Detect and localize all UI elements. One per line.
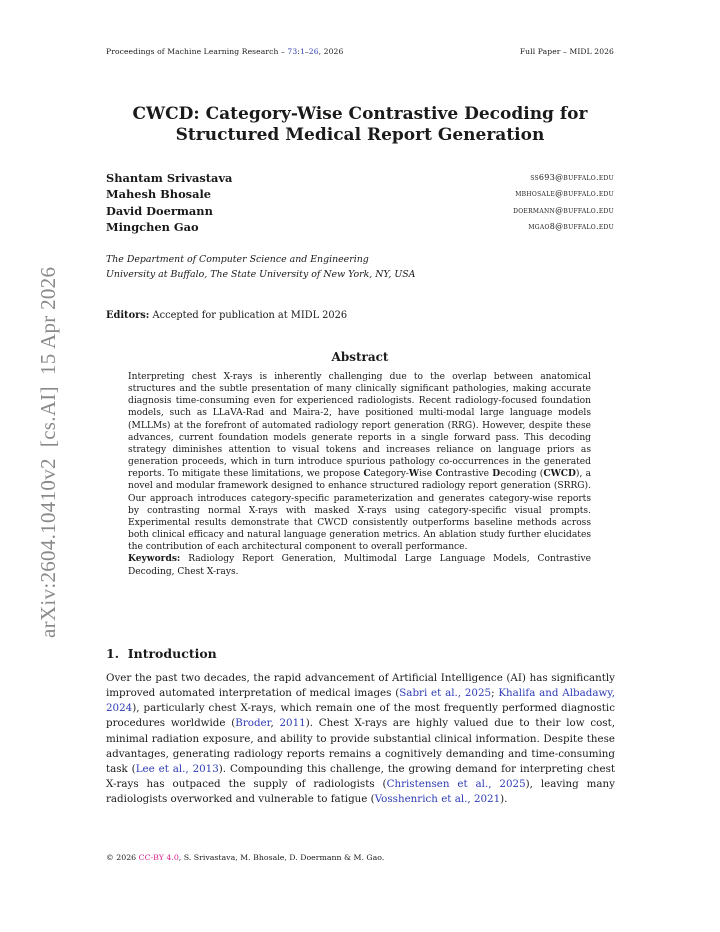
running-head-left: Proceedings of Machine Learning Research – 73:1–26, 2026	[106, 47, 344, 56]
body-text: ;	[491, 687, 499, 700]
acronym-letter: C	[435, 468, 443, 480]
author-email: mbhosale@buffalo.edu	[515, 189, 614, 198]
abstract-text: Interpreting chest X-rays is inherently challenging due to the overlap between anatomical structures and the subtle presentation of many clinically significant pathologies, making accurate diagnosis time-consuming even for experienced radiologists. Recent radiology-focused foundation models, such as LLaVA-Rad and Maira-2, have positioned multi-modal large language models (MLLMs) at the forefront of automated radiology report generation (RRG). However, despite these advances, current foundation models generate reports in a single forward pass. This decoding strategy diminishes attention to visual tokens and increases reliance on language priors as generation proceeds, which in turn introduce spurious pathology co-occurrences in the generated reports. To mitigate these limitations, we propose	[128, 372, 591, 480]
author-row	[106, 204, 614, 220]
body-text: ). Chest X-rays are highly valued due to their low cost, minimal radiation exposure, and ability to provide substantial clinical information. Despite these advantages, generating radiology reports remains a cognitively demanding and time-consuming task (	[106, 717, 615, 775]
journal-name: Proceedings of Machine Learning Research –	[106, 47, 288, 56]
affiliation-university: University at Buffalo, The State University of New York, NY, USA	[106, 269, 416, 280]
author-row	[106, 220, 614, 236]
abstract-text: ecoding (	[500, 469, 544, 480]
copyright-text: © 2026	[106, 853, 139, 862]
abstract-text: ise	[419, 469, 436, 480]
editors-label: Editors:	[106, 310, 150, 321]
arxiv-stamp: arXiv:2604.10410v2 [cs.AI] 15 Apr 2026	[36, 266, 60, 638]
author-email: mgao8@buffalo.edu	[528, 222, 614, 231]
volume-link[interactable]: 73	[287, 47, 298, 56]
author-email: ss693@buffalo.edu	[530, 173, 614, 182]
abstract-heading: Abstract	[331, 350, 389, 364]
body-text: ,	[270, 717, 280, 730]
running-head-right: Full Paper – MIDL 2026	[519, 47, 614, 56]
author-row	[106, 187, 614, 203]
editors-note	[106, 310, 347, 321]
citation-link[interactable]: Vosshenrich et al., 2021	[374, 793, 501, 806]
editors-text: Accepted for publication at MIDL 2026	[149, 310, 348, 321]
author-name: David Doermann	[106, 204, 213, 218]
author-name: Shantam Srivastava	[106, 171, 233, 185]
citation-link[interactable]: Lee et al., 2013	[135, 762, 219, 775]
citation-link[interactable]: Christensen et al., 2025	[386, 778, 526, 791]
author-email: doermann@buffalo.edu	[513, 206, 614, 215]
page-first-link[interactable]: 1	[299, 47, 305, 56]
abstract-body	[128, 371, 591, 578]
citation-link[interactable]: Khalifa and Albadawy, 2024	[106, 687, 616, 715]
intro-paragraph	[106, 671, 615, 807]
body-text: ), particularly chest X-rays, which remain one of the most frequently performed diagnostic procedures worldwide (	[106, 702, 615, 730]
acronym-letter: C	[363, 468, 371, 480]
copyright-footer	[106, 853, 384, 862]
citation-link[interactable]: Sabri et al., 2025	[399, 687, 492, 700]
keywords-label: Keywords:	[128, 553, 181, 565]
section-heading: 1. Introduction	[106, 646, 217, 661]
body-text: ). Compounding this challenge, the growing demand for interpreting chest X-rays has outpaced the supply of radiologists (	[106, 762, 616, 791]
keywords-text: Radiology Report Generation, Multimodal Large Language Models, Contrastive Decoding, Chest X-rays.	[128, 554, 591, 577]
affiliation	[106, 252, 415, 282]
acronym-letter: W	[408, 468, 420, 480]
page-last-link[interactable]: 26	[308, 47, 319, 56]
abstract-text: ontrastive	[442, 469, 493, 480]
page-dash: –	[304, 47, 309, 56]
body-text: ), leaving many radiologists overworked and vulnerable to fatigue (	[106, 778, 615, 806]
abstract-text: ), a novel and modular framework designed to enhance structured radiology report generation (SRRG). Our approach introduces category-specific parameterization and generates category-wise reports by contrasting normal X-rays with masked X-rays using category-specific visual prompts. Experimental results demonstrate that CWCD consistently outperforms baseline methods across both clinical efficacy and natural language generation metrics. An ablation study further elucidates the contribution of each architectural component to overall performance.	[128, 469, 591, 553]
author-row	[106, 171, 614, 187]
license-link[interactable]: CC-BY 4.0	[138, 853, 179, 862]
abstract-text: ategory-	[370, 469, 409, 480]
author-name: Mingchen Gao	[106, 220, 199, 234]
year: , 2026	[318, 47, 344, 56]
footer-authors: , S. Srivastava, M. Bhosale, D. Doermann & M. Gao.	[178, 853, 385, 862]
body-text: ).	[500, 793, 508, 806]
body-text: Over the past two decades, the rapid advancement of Artificial Intelligence (AI) has significantly improved automated interpretation of medical images (	[106, 672, 615, 700]
citation-link[interactable]: Broder	[235, 717, 271, 730]
citation-link[interactable]: 2011	[279, 717, 306, 730]
acronym-letter: D	[492, 468, 501, 480]
method-acronym: CWCD	[543, 468, 576, 480]
affiliation-department: The Department of Computer Science and Engineering	[106, 254, 369, 265]
paper-title: CWCD: Category-Wise Contrastive Decoding for Structured Medical Report Generation	[132, 104, 588, 145]
author-name: Mahesh Bhosale	[106, 187, 212, 201]
